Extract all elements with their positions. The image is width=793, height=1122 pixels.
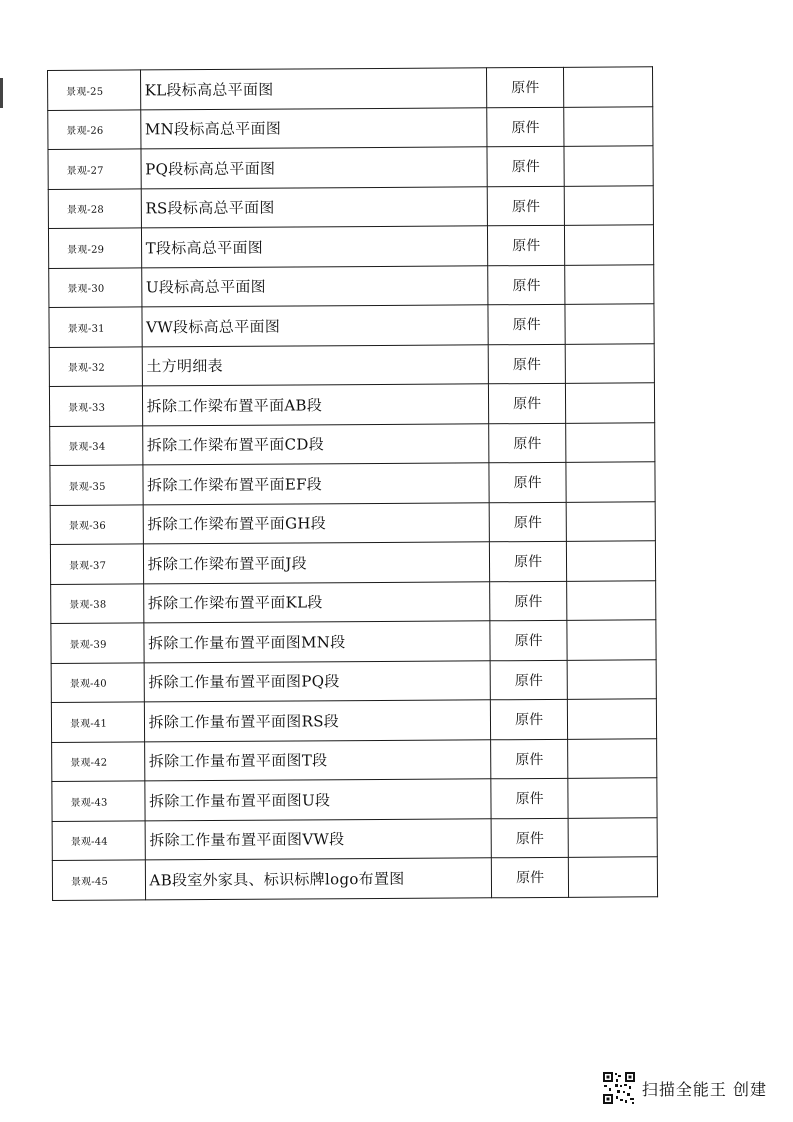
drawing-title: 拆除工作量布置平面图T段 bbox=[144, 739, 490, 781]
drawing-title: 拆除工作梁布置平面AB段 bbox=[142, 384, 488, 426]
table-row bbox=[49, 304, 654, 347]
remarks-cell bbox=[568, 778, 657, 818]
remarks-cell bbox=[568, 738, 657, 778]
drawing-code: 景观-45 bbox=[52, 860, 145, 900]
document-status: 原件 bbox=[487, 146, 565, 186]
drawing-title: 拆除工作梁布置平面CD段 bbox=[142, 423, 488, 465]
remarks-cell bbox=[567, 501, 656, 541]
document-status: 原件 bbox=[489, 541, 567, 581]
table-row bbox=[52, 738, 657, 781]
remarks-cell bbox=[566, 462, 655, 502]
table-row bbox=[48, 67, 653, 110]
remarks-cell bbox=[568, 699, 657, 739]
document-status: 原件 bbox=[491, 818, 569, 858]
table-row bbox=[48, 106, 653, 149]
drawing-code: 景观-42 bbox=[52, 741, 145, 781]
table-row bbox=[49, 343, 654, 386]
remarks-cell bbox=[565, 225, 654, 265]
table-row bbox=[52, 778, 657, 821]
document-status: 原件 bbox=[489, 462, 567, 502]
table-row bbox=[50, 501, 655, 544]
document-status: 原件 bbox=[490, 660, 568, 700]
document-status: 原件 bbox=[487, 186, 565, 226]
document-status: 原件 bbox=[491, 857, 569, 897]
drawing-code: 景观-33 bbox=[49, 386, 142, 426]
drawing-code: 景观-37 bbox=[50, 544, 143, 584]
document-status: 原件 bbox=[488, 304, 566, 344]
drawing-code: 景观-32 bbox=[49, 346, 142, 386]
remarks-cell bbox=[564, 106, 653, 146]
table-row bbox=[51, 620, 656, 663]
scanner-watermark bbox=[602, 1071, 767, 1105]
drawing-code: 景观-25 bbox=[48, 70, 141, 110]
drawing-title: 拆除工作梁布置平面EF段 bbox=[142, 463, 488, 505]
drawing-title: 拆除工作梁布置平面KL段 bbox=[143, 581, 489, 623]
document-status: 原件 bbox=[486, 67, 564, 107]
table-row bbox=[51, 699, 656, 742]
drawing-code: 景观-43 bbox=[52, 781, 145, 821]
drawing-title: 土方明细表 bbox=[142, 344, 488, 386]
remarks-cell bbox=[564, 146, 653, 186]
drawing-title: RS段标高总平面图 bbox=[141, 186, 487, 228]
drawing-title: VW段标高总平面图 bbox=[142, 305, 488, 347]
drawing-code: 景观-28 bbox=[48, 188, 141, 228]
table-row bbox=[48, 185, 653, 228]
table-row bbox=[48, 225, 653, 268]
drawing-code: 景观-30 bbox=[49, 267, 142, 307]
drawing-code: 景观-35 bbox=[50, 465, 143, 505]
table-row bbox=[48, 146, 653, 189]
remarks-cell bbox=[569, 857, 658, 897]
drawing-title: 拆除工作量布置平面图U段 bbox=[144, 779, 490, 821]
drawing-code: 景观-31 bbox=[49, 307, 142, 347]
drawing-title: AB段室外家具、标识标牌logo布置图 bbox=[145, 858, 491, 900]
remarks-cell bbox=[565, 264, 654, 304]
drawing-title: 拆除工作量布置平面图PQ段 bbox=[144, 660, 490, 702]
document-status: 原件 bbox=[490, 699, 568, 739]
remarks-cell bbox=[567, 541, 656, 581]
drawing-register-table bbox=[47, 66, 658, 900]
remarks-cell bbox=[567, 620, 656, 660]
document-status: 原件 bbox=[487, 265, 565, 305]
document-status: 原件 bbox=[488, 423, 566, 463]
drawing-code: 景观-38 bbox=[51, 583, 144, 623]
scan-edge-mark bbox=[0, 78, 3, 108]
table-row bbox=[49, 383, 654, 426]
drawing-code: 景观-29 bbox=[48, 228, 141, 268]
drawing-code: 景观-41 bbox=[51, 702, 144, 742]
remarks-cell bbox=[565, 304, 654, 344]
remarks-cell bbox=[568, 659, 657, 699]
drawing-title: KL段标高总平面图 bbox=[140, 68, 486, 110]
drawing-title: 拆除工作量布置平面图MN段 bbox=[143, 621, 489, 663]
remarks-cell bbox=[565, 185, 654, 225]
drawing-code: 景观-40 bbox=[51, 662, 144, 702]
table-row bbox=[52, 817, 657, 860]
document-status: 原件 bbox=[490, 739, 568, 779]
drawing-code: 景观-39 bbox=[51, 623, 144, 663]
remarks-cell bbox=[567, 580, 656, 620]
table-row bbox=[50, 422, 655, 465]
drawing-title: PQ段标高总平面图 bbox=[141, 147, 487, 189]
drawing-title: 拆除工作量布置平面图VW段 bbox=[145, 818, 491, 860]
table-row bbox=[49, 264, 654, 307]
remarks-cell bbox=[566, 422, 655, 462]
document-status: 原件 bbox=[491, 778, 569, 818]
qr-code-icon bbox=[602, 1071, 636, 1105]
document-status: 原件 bbox=[488, 344, 566, 384]
document-status: 原件 bbox=[489, 502, 567, 542]
document-status: 原件 bbox=[487, 225, 565, 265]
drawing-title: U段标高总平面图 bbox=[141, 265, 487, 307]
table-row bbox=[52, 857, 657, 900]
drawing-code: 景观-44 bbox=[52, 820, 145, 860]
drawing-title: MN段标高总平面图 bbox=[140, 107, 486, 149]
drawing-code: 景观-34 bbox=[50, 425, 143, 465]
remarks-cell bbox=[564, 67, 653, 107]
drawing-title: T段标高总平面图 bbox=[141, 226, 487, 268]
drawing-title: 拆除工作量布置平面图RS段 bbox=[144, 700, 490, 742]
drawing-title: 拆除工作梁布置平面J段 bbox=[143, 542, 489, 584]
table-row bbox=[51, 659, 656, 702]
table-row bbox=[50, 462, 655, 505]
watermark-text: 扫描全能王 创建 bbox=[641, 1079, 767, 1099]
drawing-code: 景观-26 bbox=[48, 109, 141, 149]
drawing-code: 景观-36 bbox=[50, 504, 143, 544]
drawing-title: 拆除工作梁布置平面GH段 bbox=[143, 502, 489, 544]
remarks-cell bbox=[569, 817, 658, 857]
document-status: 原件 bbox=[490, 620, 568, 660]
table-row bbox=[50, 541, 655, 584]
document-status: 原件 bbox=[489, 581, 567, 621]
table-row bbox=[51, 580, 656, 623]
document-status: 原件 bbox=[488, 383, 566, 423]
drawing-code: 景观-27 bbox=[48, 149, 141, 189]
document-status: 原件 bbox=[486, 107, 564, 147]
remarks-cell bbox=[566, 343, 655, 383]
remarks-cell bbox=[566, 383, 655, 423]
